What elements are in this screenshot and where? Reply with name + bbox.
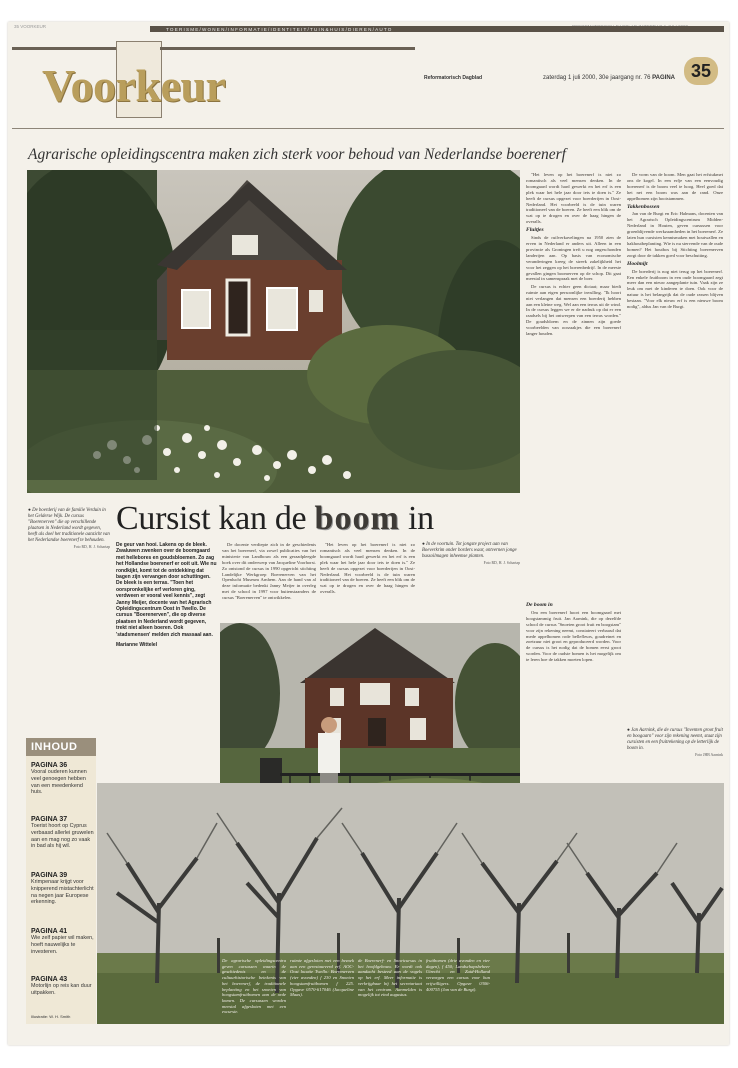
column-c-body: Sinds de ruilverkavelingen na 1950 zien de erven in Nederland er anders uit. Alleen in een provincie als Groningen treft u nog ongeschonden landerijen aan. Op basis van economische veranderingen kreeg de streek zakelijkheid het voor het zeggen op het boerenbedrijf. In de meeste gevallen gingen boomerven op de schop. Dit gaat meestal in samenspraak met de boer. [526, 235, 621, 282]
inhoud-item-page: PAGINA 39 [31, 872, 68, 879]
inhoud-item-43[interactable] [31, 976, 95, 997]
section-bar-text: TOERISME/WONEN/INFORMATIE/IDENTITEIT/TUIN&HUIS/DIEREN/AUTO [166, 26, 393, 32]
subhead-hoolmijt: Hoolmijt [627, 260, 648, 267]
column-b-body: "Het leven op het boerenerf is niet zo romantisch als veel mensen denken. In de boomgaard wordt hard gewerkt en het erf is een plek waar het hele jaar door iets te doen is." Ze heeft de cursus opgezet voor boerderijen in Oost-Nederland. Het voorbeeld is de tuin waren traditioneel van de boeren. Ze heeft een blik om de wat op te drogen en over de haag hingen de overalls. [320, 542, 415, 595]
subhead-de-boom-in: De boom in [526, 602, 553, 608]
photo3-caption [627, 728, 723, 758]
inhoud-item-text: Motorlijn op reis kan duur uitpakken. [31, 983, 92, 996]
column-a [222, 542, 316, 603]
column-d [627, 172, 723, 311]
photo3-credit: Foto JHB Aarnink [695, 753, 723, 757]
inhoud-item-37[interactable] [31, 816, 95, 850]
bottom-text-c: de Boerenerf- en Snoeicursus in het hoofdgebouw. Er wordt ook aandacht besteed aan de vogels op het erf. Meer informatie is verkrijgbaar bij het secretariaat van het centrum. Aanmelden is mogelijk tot eind augustus. [358, 958, 422, 998]
column-e-body: Om een boerenerf hoort een boomgaard met hoogstammig fruit. Jan Aarnink, die op dezelfde school de cursus "Snoeien groot fruit en boogstam" voor zijn rekening neemt, constateert verbaasd dat mede appelbomen rode bellefleurs, goudreinet en zoetzuur niet groot en geproduceerd worden. Voor de cursus is het nodig dat de bomen eerst groot worden. Voor de oudste bomen is het mogelijk om te leren hoe de takken moeten lopen. [526, 609, 621, 663]
byline: Marianne Wittelel [116, 642, 158, 649]
inhoud-item-text: Vooral ouderen kunnen veel genoegen hebben van een meedenkend huis. [31, 769, 87, 796]
headline-part1: Cursist kan de [116, 500, 315, 537]
photo1-caption [28, 508, 110, 550]
header-rule [12, 128, 724, 129]
photo2-caption-text: In de voortuin. Tot jongste project aan van Boeverkrim onder borders waar, ontvernen jonge bussoilmagen inheemse planten. [422, 542, 517, 559]
column-d-intro: De vorm van de boom. Men gaat het erfstukmet ons de kogel. In een erfje van een eenvoudig boerenerf is de boom veel te hoog. Heel goed dat het net een boom was aan de rand. Onze appelbomen zijn hooistammen. [627, 172, 723, 201]
column-a-body: De docente verdiepte zich in de geschiedenis van het boerenerf, via zowel publicaties van het ministerie van Landbouw als een geraadpleegde boek over dit onderwerp van Jacqueline Voorhorst. Zo ontstond de cursus in 1990 opgericht stichting Landelijke Werkgroep Boerenerven van het Openlucht Museum Arnhem. Aan de hand van al deze informatie bedenkt Janny Meijer in overleg met de school in 1997 voor buitenstaanders de cursus "Boerenerven" te ontwikkelen. [222, 542, 316, 601]
photo3-caption-text: Jan Aarnink, die de cursus "Inventen groot fruit en boogaarn" voor zijn rekening neemt, staat zijn cursisten en een fruitrekening op de letterlijk de boom in. [627, 728, 723, 751]
column-b [320, 542, 415, 597]
illustration-credit: Illustratie: W. H. Smith [31, 1014, 71, 1019]
inhoud-item-page: PAGINA 43 [31, 976, 68, 983]
article-lead [116, 542, 217, 653]
column-e [526, 600, 621, 665]
headline-part3: in [399, 500, 434, 537]
bottom-text-a: De agrarische opleidingscentra geven cursussen waarin de geschiedenis en de cultuurhistorische betekenis van het boerenerf, de traditionele beplanting en het snoeien van hoogstamfruitbomen aan de orde komen. De cursussen worden meestal afgesloten met een excursie. [222, 958, 286, 1015]
inhoud-item-39[interactable] [31, 872, 95, 906]
date-line [543, 75, 675, 81]
lead-text: De geur van hooi. Lakens op de bleek. Zwaluwen zwenken over de boomgaard met hellebores en goudsbloemen. Zo zag het Hollandse boerenerf er ooit uit. Wie nu rondkijkt, komt tot de ontdekking dat bagen zijn vervangen door schuttingen. De bleek is een terras. "Toen het oorspronkelijke erf verloren ging, verdween er vooral veel kennis", zegt Janny Meijer, docente van het Agrarisch Opleidingscentrum Oost in Twello. De cursus "Boerenerven", die op diverse plaatsen in Nederland wordt gegeven, trekt niet alleen boeren. Ook 'stadsmensen' melden zich massaal aan. [116, 542, 217, 638]
farmhouse-photo [27, 170, 520, 493]
inhoud-item-41[interactable] [31, 928, 95, 955]
bullet-icon: ● [28, 508, 33, 513]
photo2-caption [422, 542, 520, 566]
article-headline [116, 500, 434, 538]
inhoud-item-36[interactable] [31, 762, 95, 796]
paper-name: Reformatorisch Dagblad [424, 75, 483, 81]
inhoud-item-text: Krimpenaar krijgt voor knipperend mistachterlicht na negen jaar Europese erkenning. [31, 879, 94, 906]
bottom-text-b: ruimte afgesloten met een bezoek aan een gerestaureerd erf. AOC-Oost locatie Twello: Boerenerven (vier avonden) f 230 en Snoeien hoogstamfruitbomen f 225. Opgave 0570-617046 (Jacqueline Maas). [290, 958, 354, 998]
inhoud-item-page: PAGINA 41 [31, 928, 68, 935]
inhoud-item-page: PAGINA 36 [31, 762, 68, 769]
page-number-badge: 35 [684, 57, 718, 85]
inhoud-item-page: PAGINA 37 [31, 816, 68, 823]
article-kicker: Agrarische opleidingscentra maken zich sterk voor behoud van Nederlandse boerenerf [28, 146, 566, 163]
column-d-body2: De boerderij is nog niet terug op het boerenerf. Een enkele fruitboom in een oude boomgaard zegt meer dan een nieuw aangeplante tuin. Vaak zijn ze leuk om met de kinderen te doen. Ook voor de natuur is het belangrijk dat de oude rassen blijven bestaan. "Voor elk nieuw erf is een nieuwe boom nodig", aldus Jan van de Burgt. [627, 268, 723, 310]
page-label: PAGINA [652, 75, 675, 81]
bottom-text-d: fruitbomen (drie avonden en vier dagen), f 450; Landschapsbeheer Utrecht en Zuid-Holland verzorgen een cursus voor hun vrijwilligers. Opgave 0306-400755 (Jan van de Burgt). [426, 958, 490, 992]
masthead-rule-right [160, 47, 415, 50]
date-text: zaterdag 1 juli 2000, 30e jaargang nr. 76 [543, 75, 651, 81]
masthead-rule-left [12, 47, 116, 50]
inhoud-item-text: Toerist hoort op Cyprus verbaasd allerlei gruwelen aan en mag nog zo vaak in bad als hij wil. [31, 823, 94, 850]
subhead-fluitjes: Fluitjes [526, 227, 544, 234]
column-c-body2: De cursus is echter geen dictaat; maar biedt ruimte aan eigen persoonlijke invulling. "Ik hoort niet verlangen dat mensen een boerderij hebben aan een kleine weg. Wel aan een terras uit de wind. In de cursus leggen we er de nadruk op dat er een raadsels bij het ontwerpen van een terras worden." De goudsbloem en de zinnen zijn goede voorbeelden van oorzaakjes die een boerenerf langer houden. [526, 283, 621, 337]
photo1-caption-text: De boerderij van de familie Verduin in het Gelderse Wijk. De cursus "Boerenerven" die op verschillende plaatsen in Nederland wordt gegeven, heeft als doel het traditionele aanzicht van het Nederlandse boerenerf te behouden. [28, 508, 110, 543]
column-d-body: Jan van de Burgt en Eric Halmans, docenten van het Agrarisch Opleidingscentrum Midden-Nederland in Houten, geven cursussen voor groenblijvende werkzaamheden in het boerenerf. Ze laten hun cursisten kennismaken met houtwallen en hakhoutbeplanting. Wie is nu stervende van de oude bomen? Het houtbos bij Stichting boerenerven zorgt door de takken goed voor beschutting. [627, 211, 723, 258]
subhead-takkenbossen: Takkenbossen [627, 203, 660, 210]
headline-part2: boom [314, 500, 400, 537]
masthead: Voorkeur [42, 60, 226, 111]
column-c [526, 172, 621, 338]
photo1-credit: Foto RD, H. J. Schartap [73, 545, 110, 549]
bullet-icon: ● [422, 542, 427, 547]
photo2-credit: Foto RD, H. J. Schartap [483, 561, 520, 565]
column-c-intro: "Het leven op het boerenerf is niet zo romantisch als veel mensen denken. In de boomgaard wordt hard gewerkt en het erf is een plek waar het hele jaar door iets te doen is." Ze heeft de cursus opgezet voor boerderijen in Oost-Nederland. Het voorbeeld is de tuin waren traditioneel van de boeren. Ze heeft een blik om de wat op te drogen en over de haag hingen de overalls. [526, 172, 621, 225]
inhoud-title: INHOUD [31, 741, 78, 753]
top-left-tiny: 35 VOORKEUR [14, 24, 47, 29]
inhoud-item-text: Wie zelf papier wil maken, hoeft nauwelijks te investeren. [31, 935, 94, 955]
bullet-icon: ● [627, 728, 632, 733]
